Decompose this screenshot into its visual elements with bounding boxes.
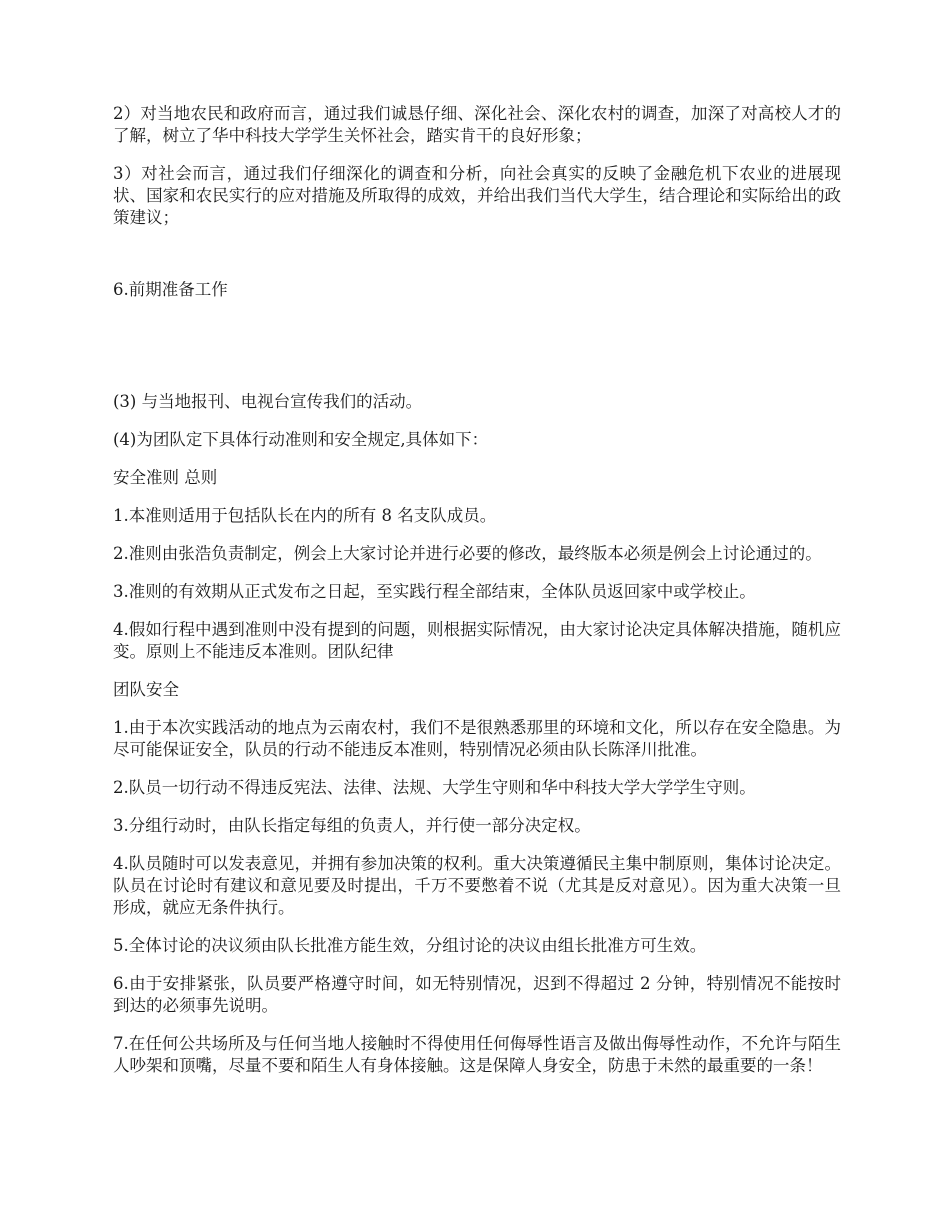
paragraph-benefit-locals: 2）对当地农民和政府而言，通过我们诚恳仔细、深化社会、深化农村的调查，加深了对高校人才的了解，树立了华中科技大学学生关怀社会，踏实肯干的良好形象； bbox=[113, 104, 841, 145]
rule-team-4: 4.队员随时可以发表意见，并拥有参加决策的权利。重大决策遵循民主集中制原则，集体讨论决定。队员在讨论时有建议和意见要及时提出，千万不要憋着不说（尤其是反对意见）。因为重大决策一旦形成，就应无条件执行。 bbox=[113, 854, 841, 917]
blank-space bbox=[113, 245, 841, 279]
rule-team-1: 1.由于本次实践活动的地点为云南农村，我们不是很熟悉那里的环境和文化，所以存在安全隐患。为尽可能保证安全，队员的行动不能违反本准则，特别情况必须由队长陈泽川批准。 bbox=[113, 718, 841, 759]
rule-team-6: 6.由于安排紧张，队员要严格遵守时间，如无特别情况，迟到不得超过 2 分钟，特别情况不能按时到达的必须事先说明。 bbox=[113, 974, 841, 1015]
rule-team-7: 7.在任何公共场所及与任何当地人接触时不得使用任何侮辱性语言及做出侮辱性动作，不允许与陌生人吵架和顶嘴，尽量不要和陌生人有身体接触。这是保障人身安全，防患于未然的最重要的一条！ bbox=[113, 1034, 841, 1075]
subheading-team-safety: 团队安全 bbox=[113, 680, 179, 699]
document-page bbox=[113, 103, 841, 1093]
paragraph-benefit-society: 3）对社会而言，通过我们仔细深化的调查和分析，向社会真实的反映了金融危机下农业的进展现状、国家和农民实行的应对措施及所取得的成效，并给出我们当代大学生，结合理论和实际给出的政策建议； bbox=[113, 164, 841, 227]
rule-general-1: 1.本准则适用于包括队长在内的所有 8 名支队成员。 bbox=[113, 506, 497, 525]
rule-general-3: 3.准则的有效期从正式发布之日起，至实践行程全部结束，全体队员返回家中或学校止。 bbox=[113, 582, 756, 601]
blank-space bbox=[113, 317, 841, 391]
rule-team-2: 2.队员一切行动不得违反宪法、法律、法规、大学生守则和华中科技大学大学学生守则。 bbox=[113, 778, 756, 797]
subheading-safety-general: 安全准则 总则 bbox=[113, 468, 218, 487]
paragraph-media-publicity: (3) 与当地报刊、电视台宣传我们的活动。 bbox=[113, 392, 423, 411]
rule-team-5: 5.全体讨论的决议须由队长批准方能生效，分组讨论的决议由组长批准方可生效。 bbox=[113, 936, 707, 955]
paragraph-rules-intro: (4)为团队定下具体行动准则和安全规定,具体如下： bbox=[113, 430, 489, 449]
rule-general-2: 2.准则由张浩负责制定，例会上大家讨论并进行必要的修改，最终版本必须是例会上讨论通过的。 bbox=[113, 544, 822, 563]
rule-general-4: 4.假如行程中遇到准则中没有提到的问题，则根据实际情况，由大家讨论决定具体解决措施，随机应变。原则上不能违反本准则。团队纪律 bbox=[113, 620, 841, 661]
rule-team-3: 3.分组行动时，由队长指定每组的负责人，并行使一部分决定权。 bbox=[113, 816, 591, 835]
section-heading: 6.前期准备工作 bbox=[113, 280, 228, 299]
